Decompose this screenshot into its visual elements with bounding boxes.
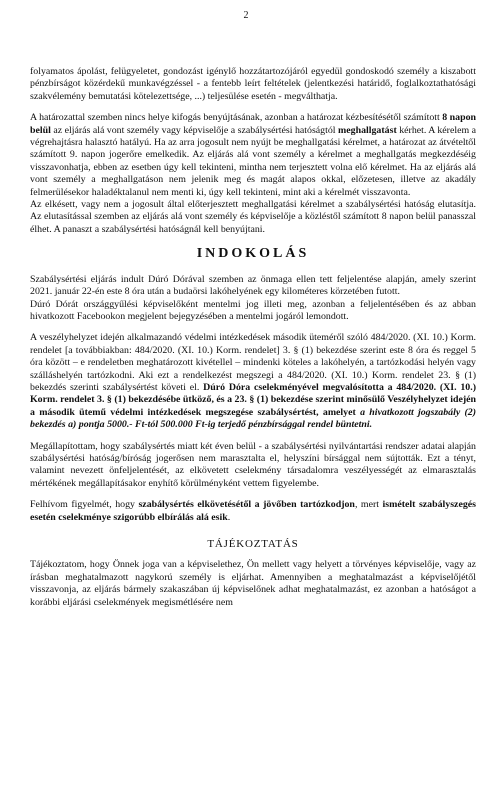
paragraph-warning xyxy=(30,499,476,524)
heading-tajekoztatas: TÁJÉKOZTATÁS xyxy=(207,538,299,550)
paragraph-continuation: folyamatos ápolást, felügyeletet, gondozást igénylő hozzátartozójáról egyedül gondoskodó személy a kiszabott pénzbírságot közérdekű munkavégzéssel - a fentebb leírt feltételek (jelentkezési határidő, foglalkoztathatósági szakvélemény bemutatási kötelezettsége, ...) teljesülése esetén - megválthatja. xyxy=(30,66,476,102)
paragraph-representation: Tájékoztatom, hogy Önnek joga van a képviselethez, Ön mellett vagy helyett a törvényes képviselője, vagy az írásban meghatalmazott nagykorú személy is eljárhat. Amennyiben a meghatalmazást a képviselőjétől visszavonja, az eljárás bármely szakaszában új képviselőnek adhat meghatalmazást, ez azonban a hatóságot a korábbi eljárási cselekmények megismétlésére nem xyxy=(30,559,476,608)
text-span: . xyxy=(227,511,231,523)
paragraph-immunity: Dúró Dórát országgyűlési képviselőként mentelmi jog illeti meg, azonban a feljelentésében és az abban hivatkozott Facebookon megjelent bejegyzésében a mentelmi jogáról lemondott. xyxy=(30,298,476,322)
text-span: , mert xyxy=(354,499,383,511)
bold-deadline: 8 napon belül xyxy=(30,112,477,136)
bold-hearing: meghallgatást xyxy=(338,124,397,136)
heading-indokolas: INDOKOLÁS xyxy=(196,246,310,262)
bold-violation: Dúró Dóra cselekményével megvalósította a 484/2020. (XI. 10.) Korm. rendelet 3. § (1) bekezdésébe ütköző, és a 23. § (1) bekezdése szerint minősülő Veszélyhelyzet idején a második ütemű védelmi intézkedések megszegése szabálysértést, amelyet xyxy=(30,381,476,418)
bold-italic-penalty: a hivatkozott jogszabály (2) bekezdés a) pontja 5000.- Ft-tól 500.000 Ft-ig terjedő pénzbírsággal rendel büntetni. xyxy=(30,406,477,431)
paragraph-appeal-rights xyxy=(30,112,476,199)
paragraph-findings: Megállapítottam, hogy szabálysértés miatt két éven belül - a szabálysértési nyilvántartási rendszer adatai alapján szabálysértési hatóság/bíróság jogerősen nem marasztalta el, helyszíni bírsággal nem sújtották. Ezt a tényt, valamint nevezett önfeljelentését, az elkövetett cselekmény társadalomra veszélyességét az elmarasztalás mértékének megállapításakor enyhítő körülményként vettem figyelembe. xyxy=(30,440,476,489)
bold-repeat-offense: ismételt szabályszegés esetén cselekménye szigorúbb elbírálás alá esik xyxy=(30,499,476,523)
paragraph-regulation xyxy=(30,332,476,431)
bold-refrain: szabálysértés elkövetésétől a jövőben tartózkodjon xyxy=(138,499,355,511)
paragraph-late-request: Az elkésett, vagy nem a jogosult által előterjesztett meghallgatási kérelmet a szabálysértési hatóság elutasítja. Az elutasítással szemben az eljárás alá vont személy és képviselője a közléstől számított 8 napon belül panasszal élhet. A panaszt a szabálysértési hatóságnál kell benyújtani. xyxy=(30,199,476,235)
text-span: Felhívom figyelmét, hogy xyxy=(30,499,139,511)
document-body xyxy=(30,66,476,618)
text-span: A veszélyhelyzet idején alkalmazandó védelmi intézkedések második üteméről szóló 484/2020. (XI. 10.) Korm. rendelet [a továbbiakban: 484/2020. (XI. 10.) Korm. rendelet] 3. § (1) bekezdése szerint este 8 óra és reggel 5 óra között – e rendeletben meghatározott kivétellel – mindenki köteles a lakóhelyén, a tartózkodási helyén vagy szálláshelyén tartózkodni. Aki ezt a rendelkezést megszegi a 484/2020. (XI. 10.) Korm. rendelet 23. § (1) bekezdés szerinti szabálysértést követi el. xyxy=(30,332,476,393)
paragraph-proceeding-start: Szabálysértési eljárás indult Dúró Dórával szemben az önmaga ellen tett feljelentése alapján, amely szerint 2021. január 22-én este 8 óra után a budaörsi lakóhelyének egy kilométeres körzetében futott. xyxy=(30,273,476,298)
text-span: A határozattal szemben nincs helye kifogás benyújtásának, azonban a határozat kézbesítésétől számított xyxy=(30,112,443,124)
page-number: 2 xyxy=(243,10,249,21)
text-span: kérhet. A kérelem a végrehajtásra halasztó hatályú. Ha az arra jogosult nem nyújt be meghallgatási kérelmet, a határozat az átvételtől számított 9. napon jogerőre emelkedik. Az eljárás alá vont személy a kérelmet a meghallgatás megkezdéséig visszavonhatja, ebben az esetben úgy kell tekinteni, mintha nem terjesztett volna elő kérelmet. Ha az eljárás alá vont személy a meghallgatáson nem jelenik meg és magát alapos okkal, előzetesen, illetve az akadály felmerülésekor haladéktalanul nem menti ki, úgy kell tekinteni, mint aki a kérelmét visszavonta. xyxy=(30,124,476,198)
text-span: az eljárás alá vont személy vagy képviselője a szabálysértési hatóságtól xyxy=(50,124,339,136)
